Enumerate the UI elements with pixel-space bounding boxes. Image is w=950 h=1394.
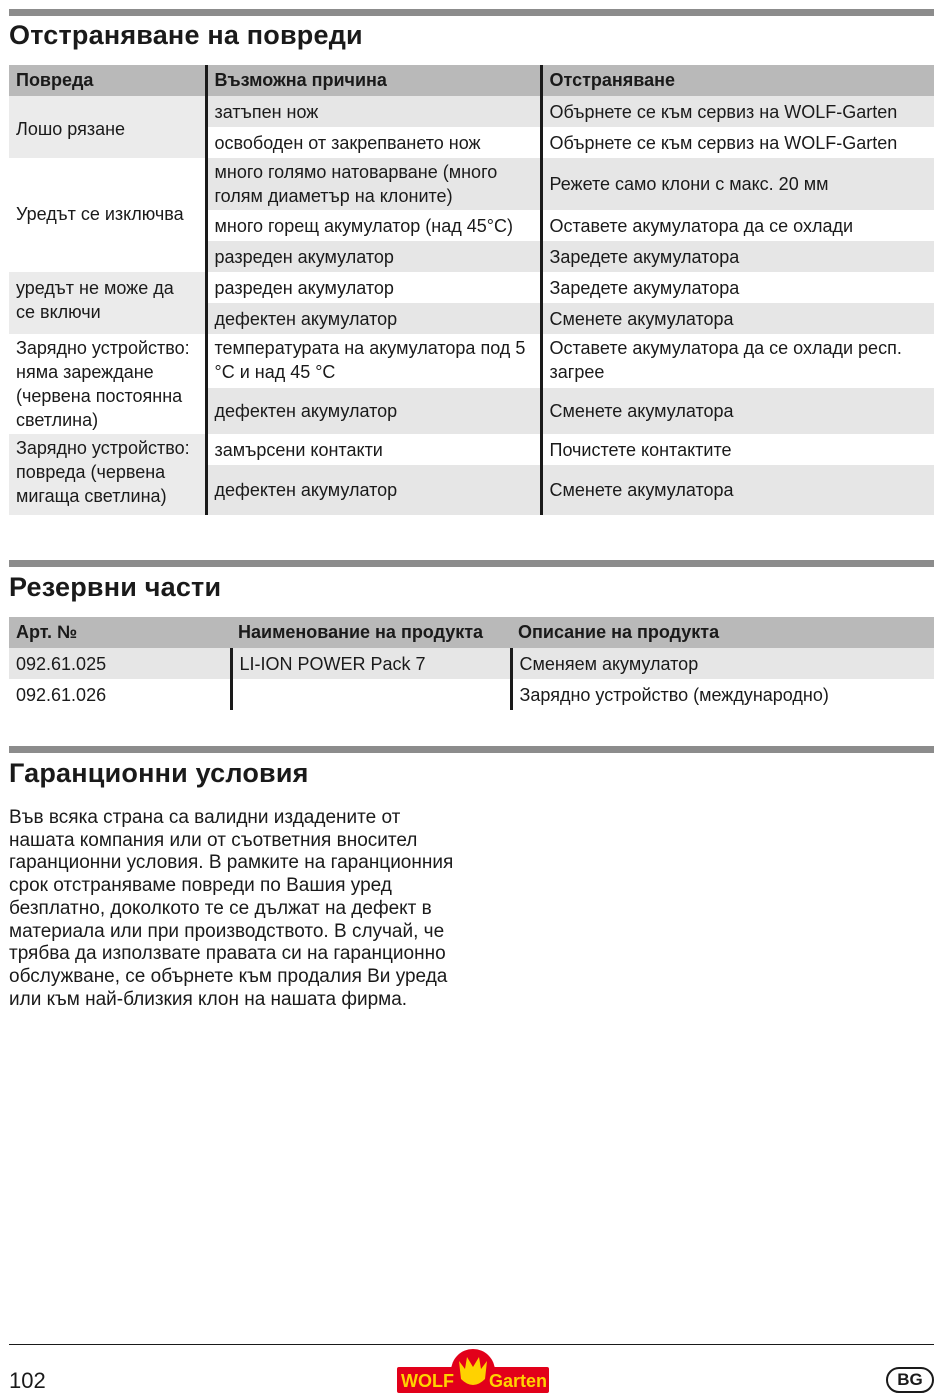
table-row: [9, 272, 934, 303]
header-remedy: Отстраняване: [541, 65, 934, 96]
warranty-text: Във всяка страна са валидни издадените от нашата компания или от съответния вносител гаранционни условия. В рамките на гаранционния срок отстраняваме повреди по Вашия уред безплатно, доколкото те се дължат на дефект в материала или при производството. В случай, че трябва да използвате правата си на гаранционно обслужване, се обърнете към продалия Ви уреда или към най-близкия клон на нашата фирма.: [9, 807, 454, 1010]
fault-cell: Зарядно устройство: няма зареждане (червена постоянна светлина): [9, 334, 206, 434]
section-bar-troubleshooting: [9, 9, 934, 16]
cause-cell: дефектен акумулатор: [206, 303, 541, 334]
logo-garten-text: Garten: [489, 1371, 548, 1391]
footer-divider: [9, 1344, 934, 1345]
remedy-cell: Заредете акумулатора: [541, 272, 934, 303]
remedy-cell: Обърнете се към сервиз на WOLF-Garten: [541, 96, 934, 127]
remedy-cell: Оставете акумулатора да се охлади: [541, 210, 934, 241]
table-row: [9, 434, 934, 465]
table-row: [9, 158, 934, 210]
cause-cell: разреден акумулатор: [206, 241, 541, 272]
remedy-cell: Сменете акумулатора: [541, 465, 934, 515]
remedy-cell: Заредете акумулатора: [541, 241, 934, 272]
header-fault: Повреда: [9, 65, 206, 96]
troubleshooting-table: [9, 65, 934, 515]
page-number: 102: [9, 1368, 46, 1393]
wolf-garten-logo: [397, 1347, 549, 1393]
cause-cell: температурата на акумулатора под 5 °C и над 45 °C: [206, 334, 541, 388]
art-no-cell: 092.61.025: [9, 648, 231, 679]
header-art-no: Арт. №: [9, 617, 231, 648]
spare-parts-title: Резервни части: [9, 572, 222, 602]
table-header-row: [9, 617, 934, 648]
cause-cell: освободен от закрепването нож: [206, 127, 541, 158]
troubleshooting-title: Отстраняване на повреди: [9, 20, 363, 50]
remedy-cell: Сменете акумулатора: [541, 388, 934, 434]
header-cause: Възможна причина: [206, 65, 541, 96]
remedy-cell: Обърнете се към сервиз на WOLF-Garten: [541, 127, 934, 158]
header-product-name: Наименование на продукта: [231, 617, 511, 648]
fault-cell: уредът не може да се включи: [9, 272, 206, 334]
table-row: [9, 648, 934, 679]
fault-cell: Зарядно устройство: повреда (червена мигаща светлина): [9, 434, 206, 515]
table-row: [9, 96, 934, 127]
logo-wolf-text: WOLF: [401, 1371, 454, 1391]
art-no-cell: 092.61.026: [9, 679, 231, 710]
product-desc-cell: Сменяем акумулатор: [511, 648, 934, 679]
cause-cell: замърсени контакти: [206, 434, 541, 465]
spare-parts-table: [9, 617, 934, 710]
product-desc-cell: Зарядно устройство (международно): [511, 679, 934, 710]
cause-cell: затъпен нож: [206, 96, 541, 127]
fault-cell: Уредът се изключва: [9, 158, 206, 272]
product-name-cell: LI-ION POWER Pack 7: [231, 648, 511, 679]
remedy-cell: Оставете акумулатора да се охлади респ. загрее: [541, 334, 934, 388]
remedy-cell: Режете само клони с макс. 20 мм: [541, 158, 934, 210]
product-name-cell: [231, 679, 511, 710]
remedy-cell: Сменете акумулатора: [541, 303, 934, 334]
cause-cell: дефектен акумулатор: [206, 465, 541, 515]
header-product-desc: Описание на продукта: [511, 617, 934, 648]
table-row: [9, 679, 934, 710]
cause-cell: дефектен акумулатор: [206, 388, 541, 434]
language-badge: BG: [886, 1367, 934, 1393]
section-bar-spare-parts: [9, 560, 934, 567]
table-row: [9, 334, 934, 388]
cause-cell: много голямо натоварване (много голям диаметър на клоните): [206, 158, 541, 210]
table-header-row: [9, 65, 934, 96]
fault-cell: Лошо рязане: [9, 96, 206, 158]
remedy-cell: Почистете контактите: [541, 434, 934, 465]
warranty-title: Гаранционни условия: [9, 758, 309, 788]
cause-cell: много горещ акумулатор (над 45°C): [206, 210, 541, 241]
section-bar-warranty: [9, 746, 934, 753]
cause-cell: разреден акумулатор: [206, 272, 541, 303]
